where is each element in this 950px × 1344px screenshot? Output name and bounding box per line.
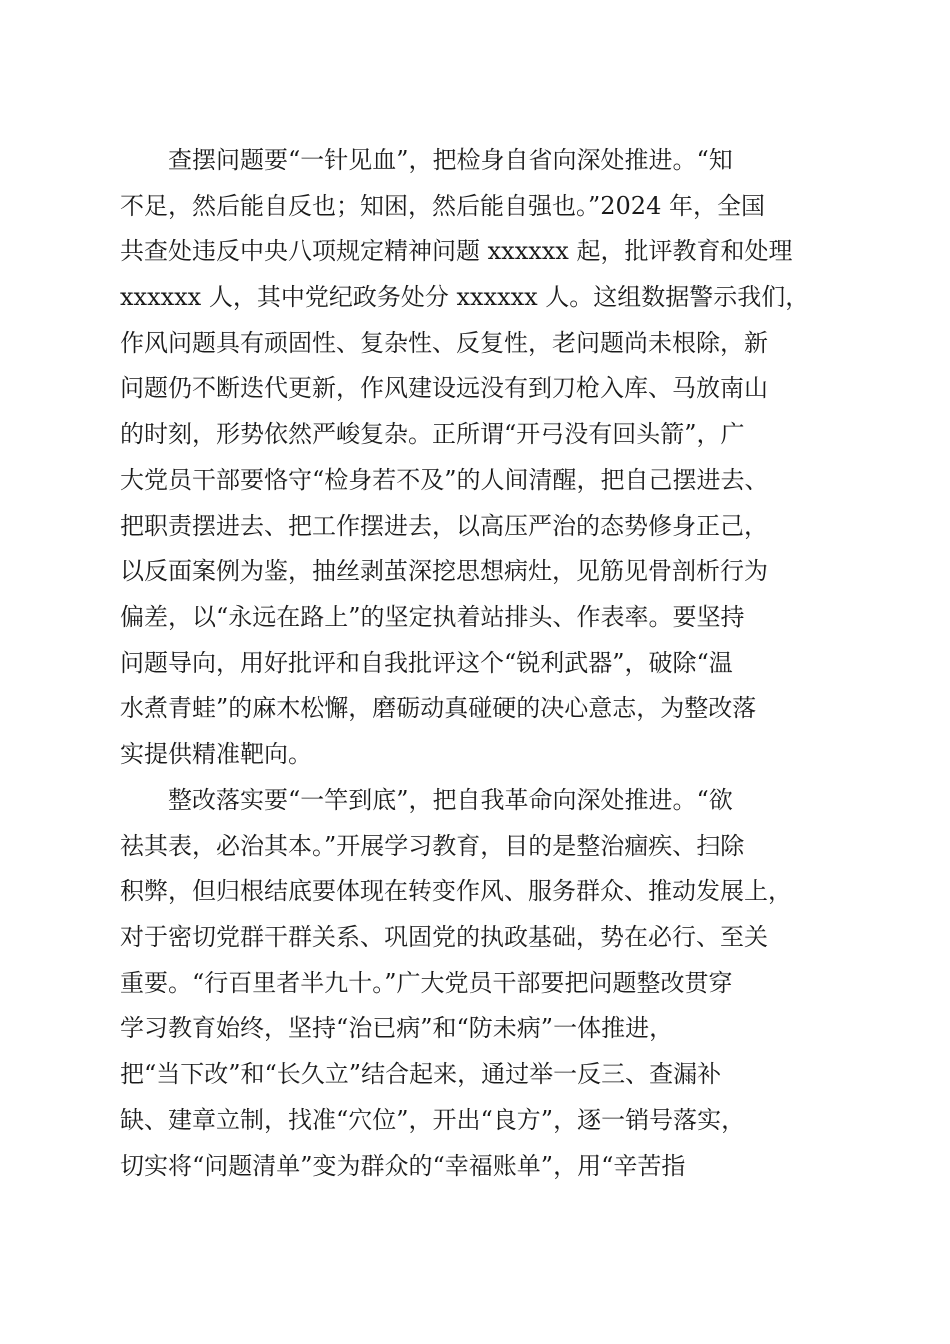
paragraph-line: 作风问题具有顽固性、复杂性、反复性，老问题尚未根除，新 [120, 328, 768, 357]
paragraph-2 [120, 778, 840, 1189]
paragraph-line: 整改落实要“一竿到底”，把自我革命向深处推进。“欲 [168, 786, 733, 814]
paragraph-line: 问题导向，用好批评和自我批评这个“锐利武器”，破除“温 [120, 648, 733, 677]
paragraph-line: 不足，然后能自反也；知困，然后能自强也。”2024 年，全国 [120, 191, 765, 220]
paragraph-line: 把职责摆进去、把工作摆进去，以高压严治的态势修身正己， [120, 511, 768, 540]
paragraph-line: 水煮青蛙”的麻木松懈，磨砺动真碰硬的决心意志，为整改落 [120, 694, 757, 723]
paragraph-line: 以反面案例为鉴，抽丝剥茧深挖思想病灶，见筋见骨剖析行为 [120, 557, 768, 586]
paragraph-line: 的时刻，形势依然严峻复杂。正所谓“开弓没有回头箭”，广 [120, 420, 745, 449]
paragraph-line: 缺、建章立制，找准“穴位”，开出“良方”，逐一销号落实， [120, 1105, 746, 1134]
paragraph-1 [120, 138, 840, 778]
paragraph-line: 切实将“问题清单”变为群众的“幸福账单”，用“辛苦指 [120, 1151, 686, 1180]
paragraph-line: 学习教育始终，坚持“治已病”和“防未病”一体推进， [120, 1014, 674, 1043]
paragraph-line: 对于密切党群干群关系、巩固党的执政基础，势在必行、至关 [120, 923, 768, 952]
paragraph-line: 偏差，以“永远在路上”的坚定执着站排头、作表率。要坚持 [120, 602, 745, 631]
paragraph-line: 实提供精准靶向。 [120, 739, 312, 768]
paragraph-line: 问题仍不断迭代更新，作风建设远没有到刀枪入库、马放南山 [120, 374, 768, 403]
paragraph-line: 大党员干部要恪守“检身若不及”的人间清醒，把自己摆进去、 [120, 465, 769, 494]
paragraph-line: 共查处违反中央八项规定精神问题 xxxxxx 起，批评教育和处理 [120, 237, 793, 266]
paragraph-line: xxxxxx 人，其中党纪政务处分 xxxxxx 人。这组数据警示我们， [120, 283, 810, 312]
paragraph-line: 积弊，但归根结底要体现在转变作风、服务群众、推动发展上， [120, 877, 792, 906]
paragraph-line: 把“当下改”和“长久立”结合起来，通过举一反三、查漏补 [120, 1060, 722, 1089]
paragraph-line: 祛其表，必治其本。”开展学习教育，目的是整治痼疾、扫除 [120, 831, 745, 860]
paragraph-line: 查摆问题要“一针见血”，把检身自省向深处推进。“知 [168, 146, 733, 174]
paragraph-line: 重要。“行百里者半九十。”广大党员干部要把问题整改贯穿 [120, 968, 733, 997]
